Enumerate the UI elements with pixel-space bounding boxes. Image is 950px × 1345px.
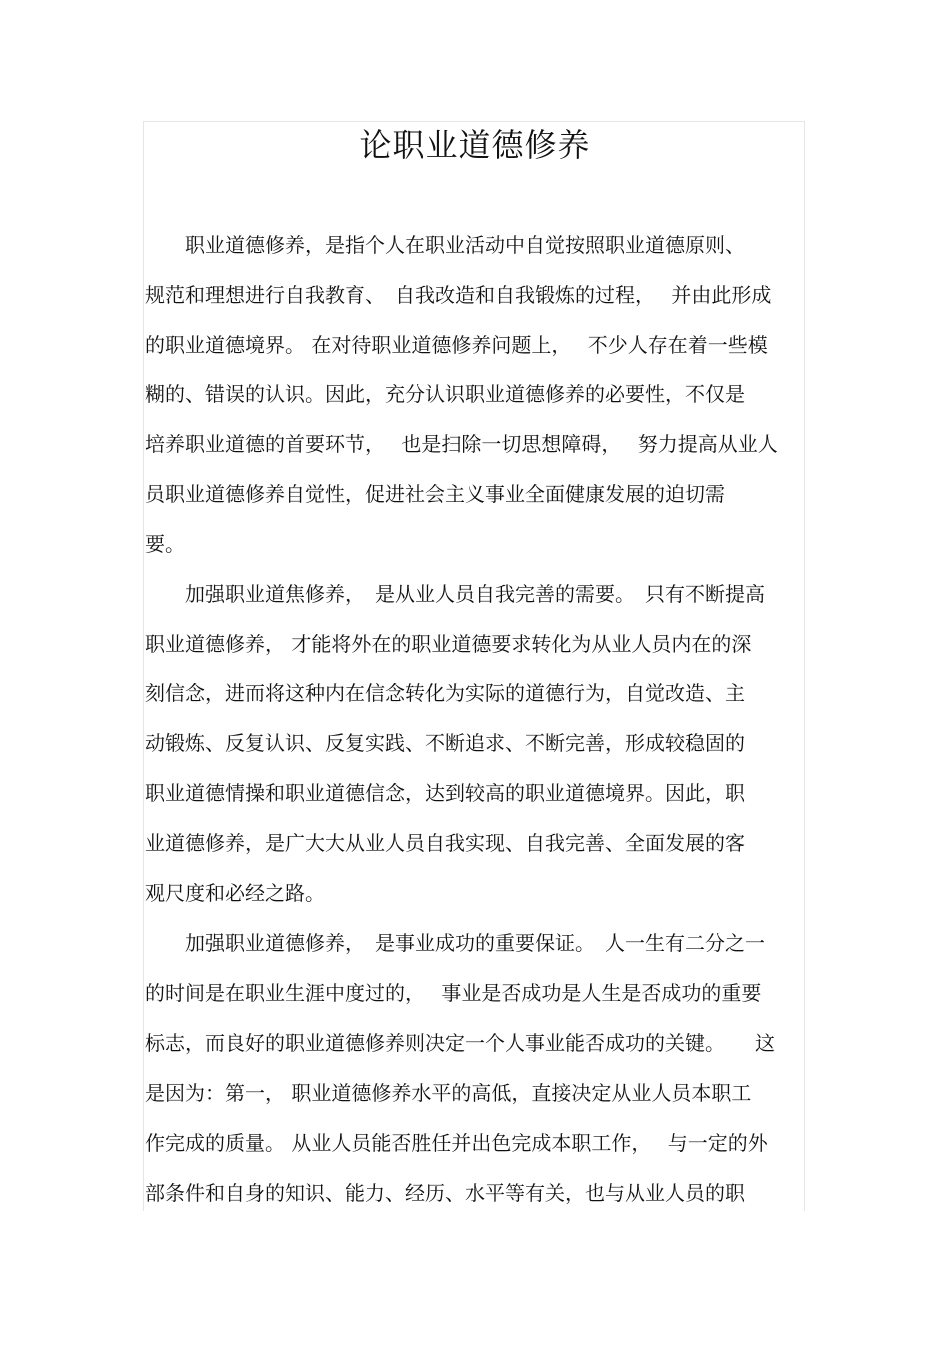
text-line: 员职业道德修养自觉性，促进社会主义事业全面健康发展的迫切需: [145, 482, 725, 506]
text-line: 是因为：第一， 职业道德修养水平的高低，直接决定从业人员本职工: [145, 1081, 752, 1105]
text-line: 规范和理想进行自我教育、 自我改造和自我锻炼的过程， 并由此形成: [145, 283, 772, 307]
text-line: 刻信念，进而将这种内在信念转化为实际的道德行为，自觉改造、主: [145, 681, 745, 705]
text-line: 观尺度和必经之路。: [145, 881, 325, 905]
text-line: 培养职业道德的首要环节， 也是扫除一切思想障碍， 努力提高从业人: [145, 432, 778, 456]
text-line: 职业道德修养，是指个人在职业活动中自觉按照职业道德原则、: [145, 233, 745, 257]
text-line: 职业道德情操和职业道德信念，达到较高的职业道德境界。因此，职: [145, 781, 745, 805]
text-line: 动锻炼、反复认识、反复实践、不断追求、不断完善，形成较稳固的: [145, 731, 745, 755]
text-line: 作完成的质量。 从业人员能否胜任并出色完成本职工作， 与一定的外: [145, 1131, 768, 1155]
text-line: 加强职业道德修养， 是事业成功的重要保证。 人一生有二分之一: [145, 931, 765, 955]
text-line: 糊的、错误的认识。因此，充分认识职业道德修养的必要性，不仅是: [145, 382, 745, 406]
document-title: 论职业道德修养: [359, 126, 591, 164]
text-line: 要。: [145, 532, 185, 556]
text-line: 的时间是在职业生涯中度过的， 事业是否成功是人生是否成功的重要: [145, 981, 762, 1005]
text-line: 职业道德修养， 才能将外在的职业道德要求转化为从业人员内在的深: [145, 632, 752, 656]
text-line: 部条件和自身的知识、能力、经历、水平等有关，也与从业人员的职: [145, 1181, 745, 1205]
text-line: 标志，而良好的职业道德修养则决定一个人事业能否成功的关键。 这: [145, 1031, 775, 1055]
text-line: 业道德修养，是广大大从业人员自我实现、自我完善、全面发展的客: [145, 831, 745, 855]
text-line: 加强职业道焦修养， 是从业人员自我完善的需要。 只有不断提高: [145, 582, 765, 606]
text-line: 的职业道德境界。 在对待职业道德修养问题上， 不少人存在着一些模: [145, 333, 768, 357]
